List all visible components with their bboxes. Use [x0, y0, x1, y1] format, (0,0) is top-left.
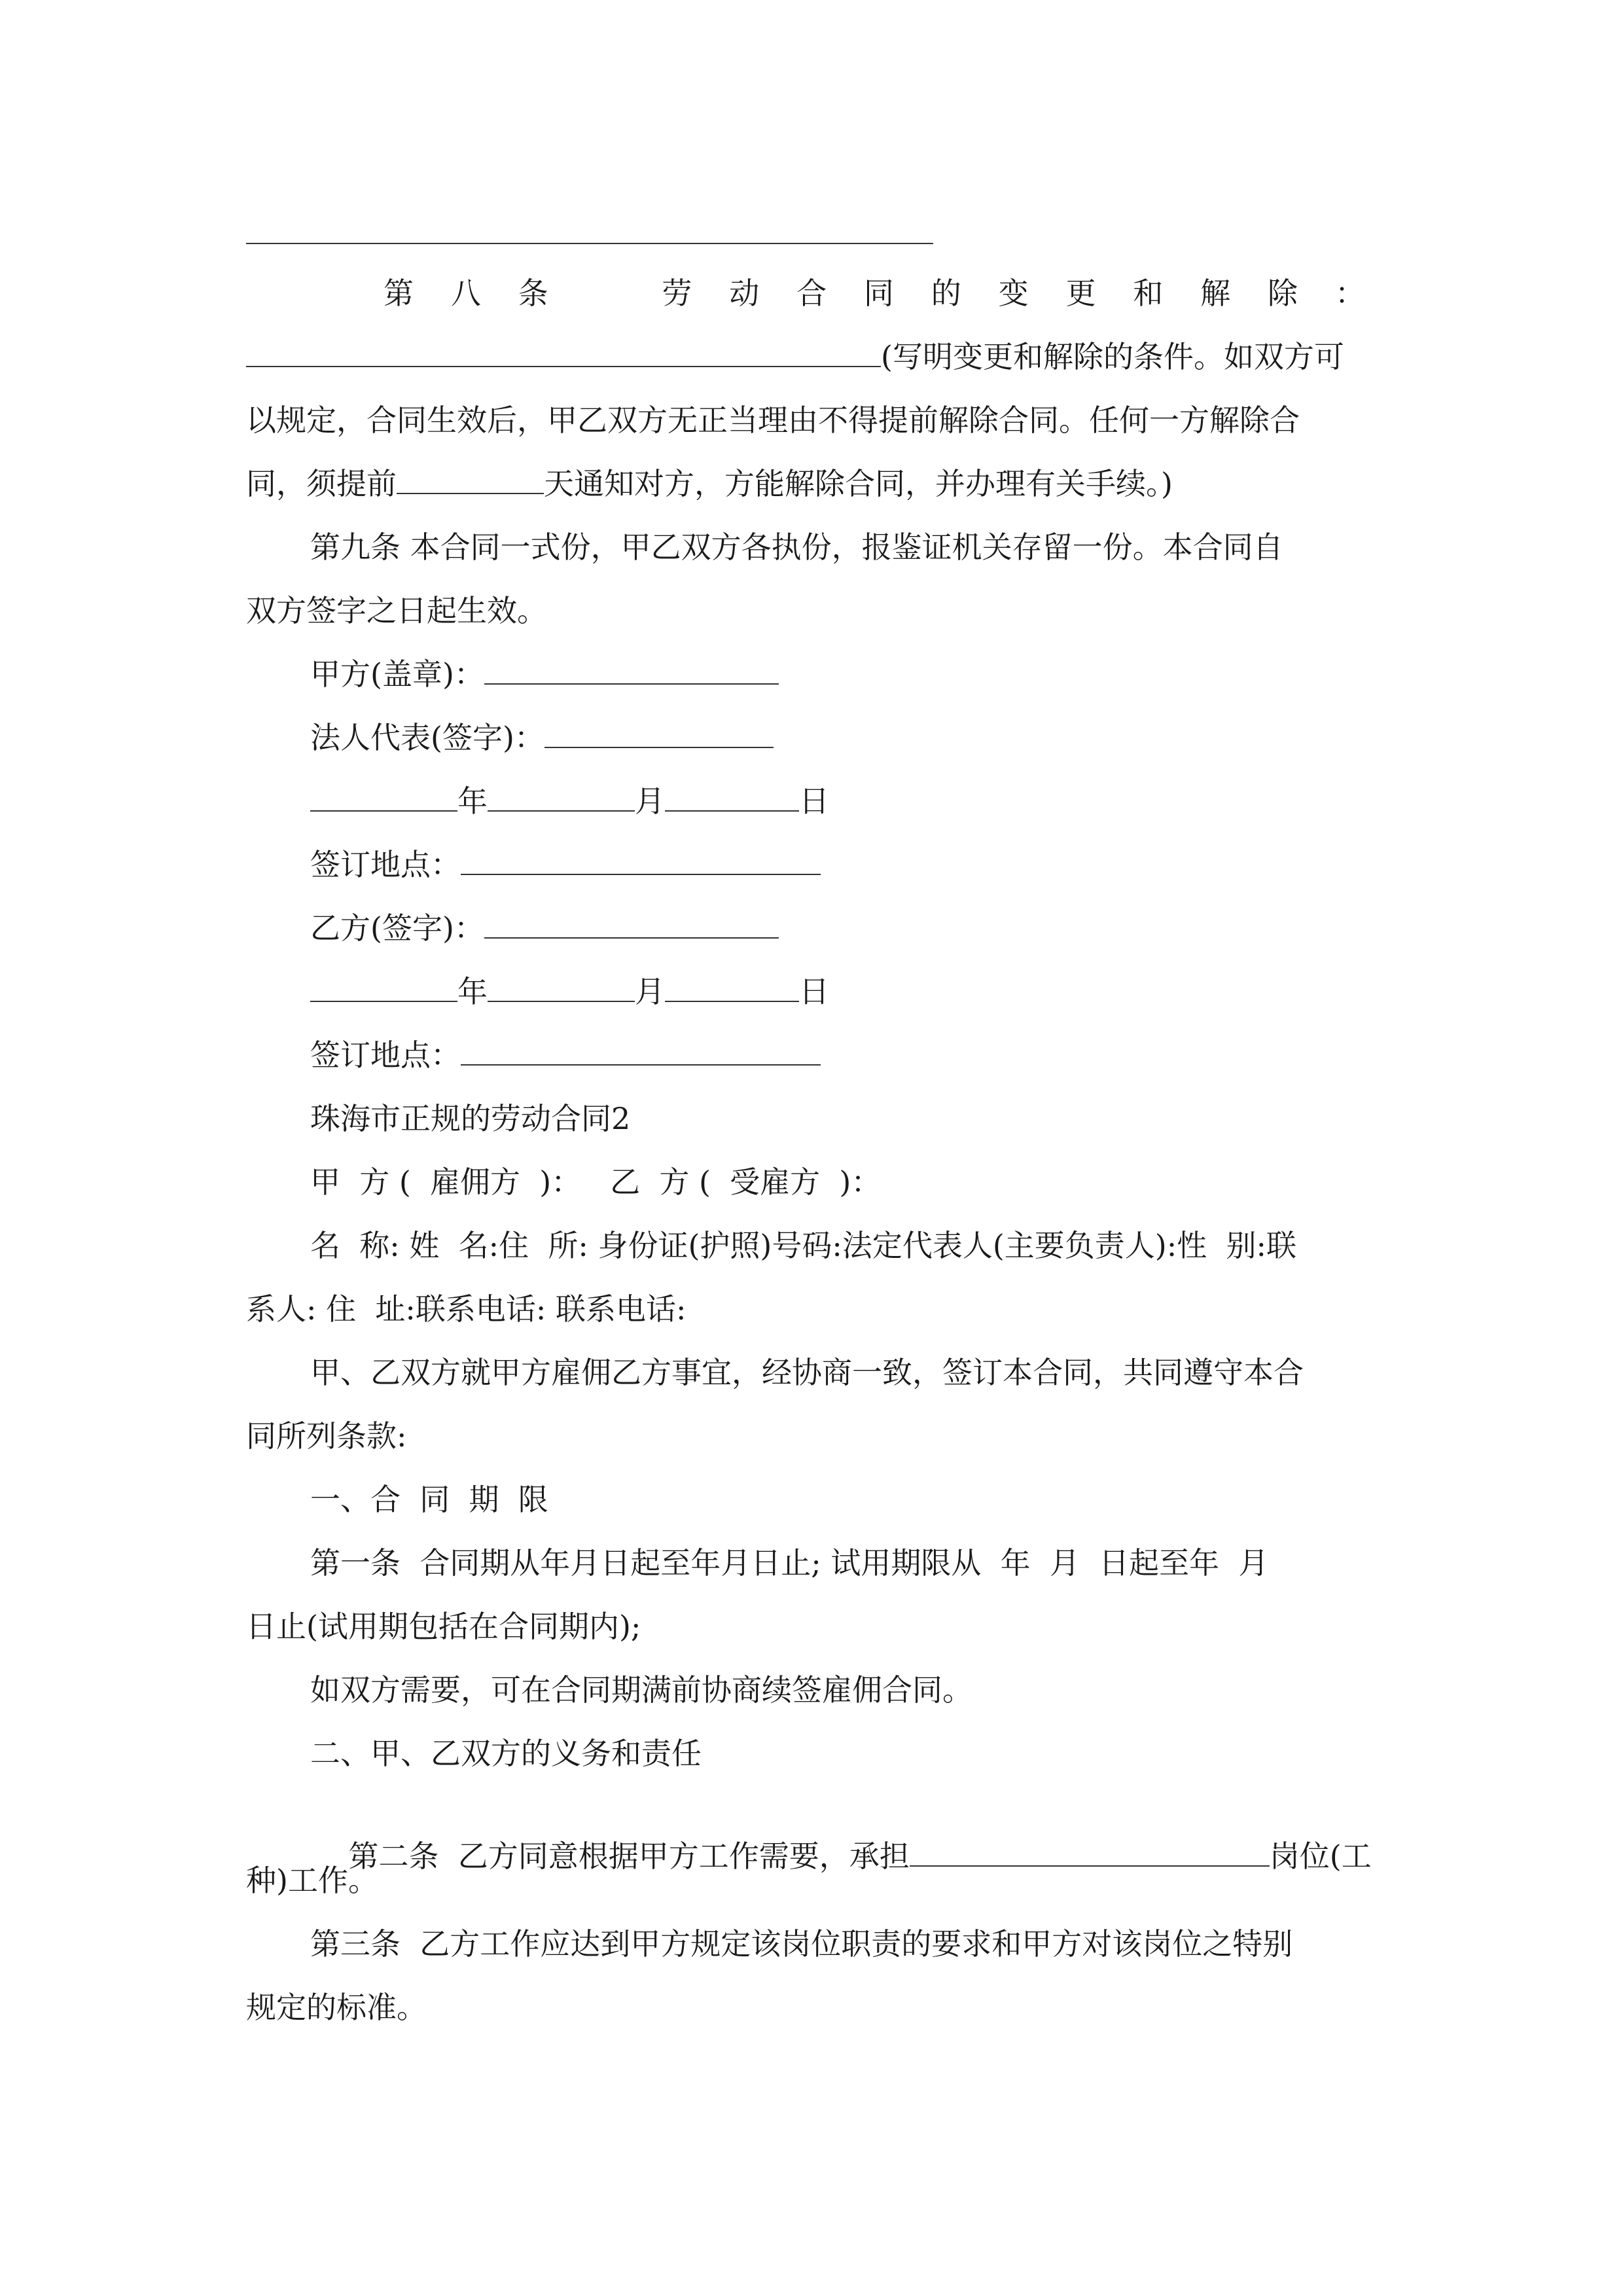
notice-days-blank[interactable]: [397, 464, 544, 494]
article8-line2: (写明变更和解除的条件。如双方可: [246, 337, 1344, 376]
intro-line1: 甲、乙双方就甲方雇佣乙方事宜，经协商一致，签订本合同，共同遵守本合: [310, 1355, 1304, 1390]
date-line-2: 年 月 日: [310, 972, 829, 1011]
heading-char: 更: [1065, 276, 1096, 311]
heading-char: 劳: [662, 276, 692, 311]
heading-char: 和: [1133, 276, 1164, 311]
year-blank[interactable]: [310, 781, 457, 812]
party-b-signature: 乙方(签字)：: [310, 908, 779, 948]
year-blank[interactable]: [310, 972, 457, 1002]
heading-char: 动: [729, 276, 760, 311]
signing-place-2: 签订地点：: [310, 1035, 821, 1075]
article8-line4: 同，须提前 天通知对方，方能解除合同，并办理有关手续。): [246, 464, 1173, 503]
fields-line1: 名 称: 姓 名:住 所: 身份证(护照)号码:法定代表人(主要负责人):性 别:联: [310, 1228, 1296, 1263]
top-rule: [246, 243, 933, 244]
signing-place-blank[interactable]: [461, 1035, 821, 1066]
heading-char: 的: [931, 276, 961, 311]
article9-line1: 第九条 本合同一式份，甲乙双方各执份，报鉴证机关存留一份。本合同自: [310, 529, 1283, 565]
heading-char: ：: [1334, 276, 1365, 311]
article3-line1: 第三条 乙方工作应达到甲方规定该岗位职责的要求和甲方对该岗位之特别: [310, 1926, 1293, 1962]
party-a-seal: 甲方(盖章)：: [310, 655, 779, 694]
heading-char: 变: [998, 276, 1029, 311]
month-blank[interactable]: [488, 972, 635, 1002]
heading-char: 除: [1267, 276, 1298, 311]
party-b-blank[interactable]: [484, 908, 779, 939]
article8-heading: [383, 274, 1365, 313]
contract2-title: 珠海市正规的劳动合同2: [310, 1101, 631, 1136]
article1-line1: 第一条 合同期从年月日起至年月日止; 试用期限从 年 月 日起至年 月: [310, 1545, 1269, 1581]
legal-rep-blank[interactable]: [544, 718, 774, 748]
article9-line2: 双方签字之日起生效。: [246, 593, 547, 628]
day-blank[interactable]: [665, 972, 799, 1002]
heading-char: 同: [863, 276, 894, 311]
position-blank[interactable]: [910, 1837, 1270, 1867]
section1-heading: 一、合 同 期 限: [310, 1482, 548, 1517]
fields-line2: 系人: 住 址:联系电话: 联系电话:: [246, 1291, 687, 1327]
signing-place-blank[interactable]: [461, 845, 821, 875]
article8-line3: 以规定，合同生效后，甲乙双方无正当理由不得提前解除合同。任何一方解除合: [246, 403, 1300, 438]
heading-char: 条: [518, 276, 548, 311]
date-line-1: 年 月 日: [310, 781, 829, 821]
heading-char: 第: [383, 276, 414, 311]
heading-char: 解: [1200, 276, 1231, 311]
signing-place-1: 签订地点：: [310, 845, 821, 884]
day-blank[interactable]: [665, 781, 799, 812]
party-a-seal-blank[interactable]: [484, 655, 779, 685]
heading-char: 八: [450, 276, 481, 311]
legal-rep-signature: 法人代表(签字)：: [310, 718, 774, 757]
heading-char: 合: [796, 276, 827, 311]
article2-line1: 第二条 乙方同意根据甲方工作需要，承担 岗位(工: [310, 1797, 1372, 1837]
month-blank[interactable]: [488, 781, 635, 812]
intro-line2: 同所列条款:: [246, 1418, 407, 1454]
article3-line2: 规定的标准。: [246, 1990, 427, 2025]
renewal-line: 如双方需要，可在合同期满前协商续签雇佣合同。: [310, 1672, 972, 1708]
parties-line: 甲 方 ( 雇佣方 )： 乙 方 ( 受雇方 )：: [310, 1164, 882, 1200]
section2-heading: 二、甲、乙双方的义务和责任: [310, 1736, 702, 1771]
article1-line2: 日止(试用期包括在合同期内);: [246, 1609, 641, 1644]
article2-line2: 种)工作。: [246, 1863, 378, 1898]
conditions-blank[interactable]: [246, 337, 881, 367]
